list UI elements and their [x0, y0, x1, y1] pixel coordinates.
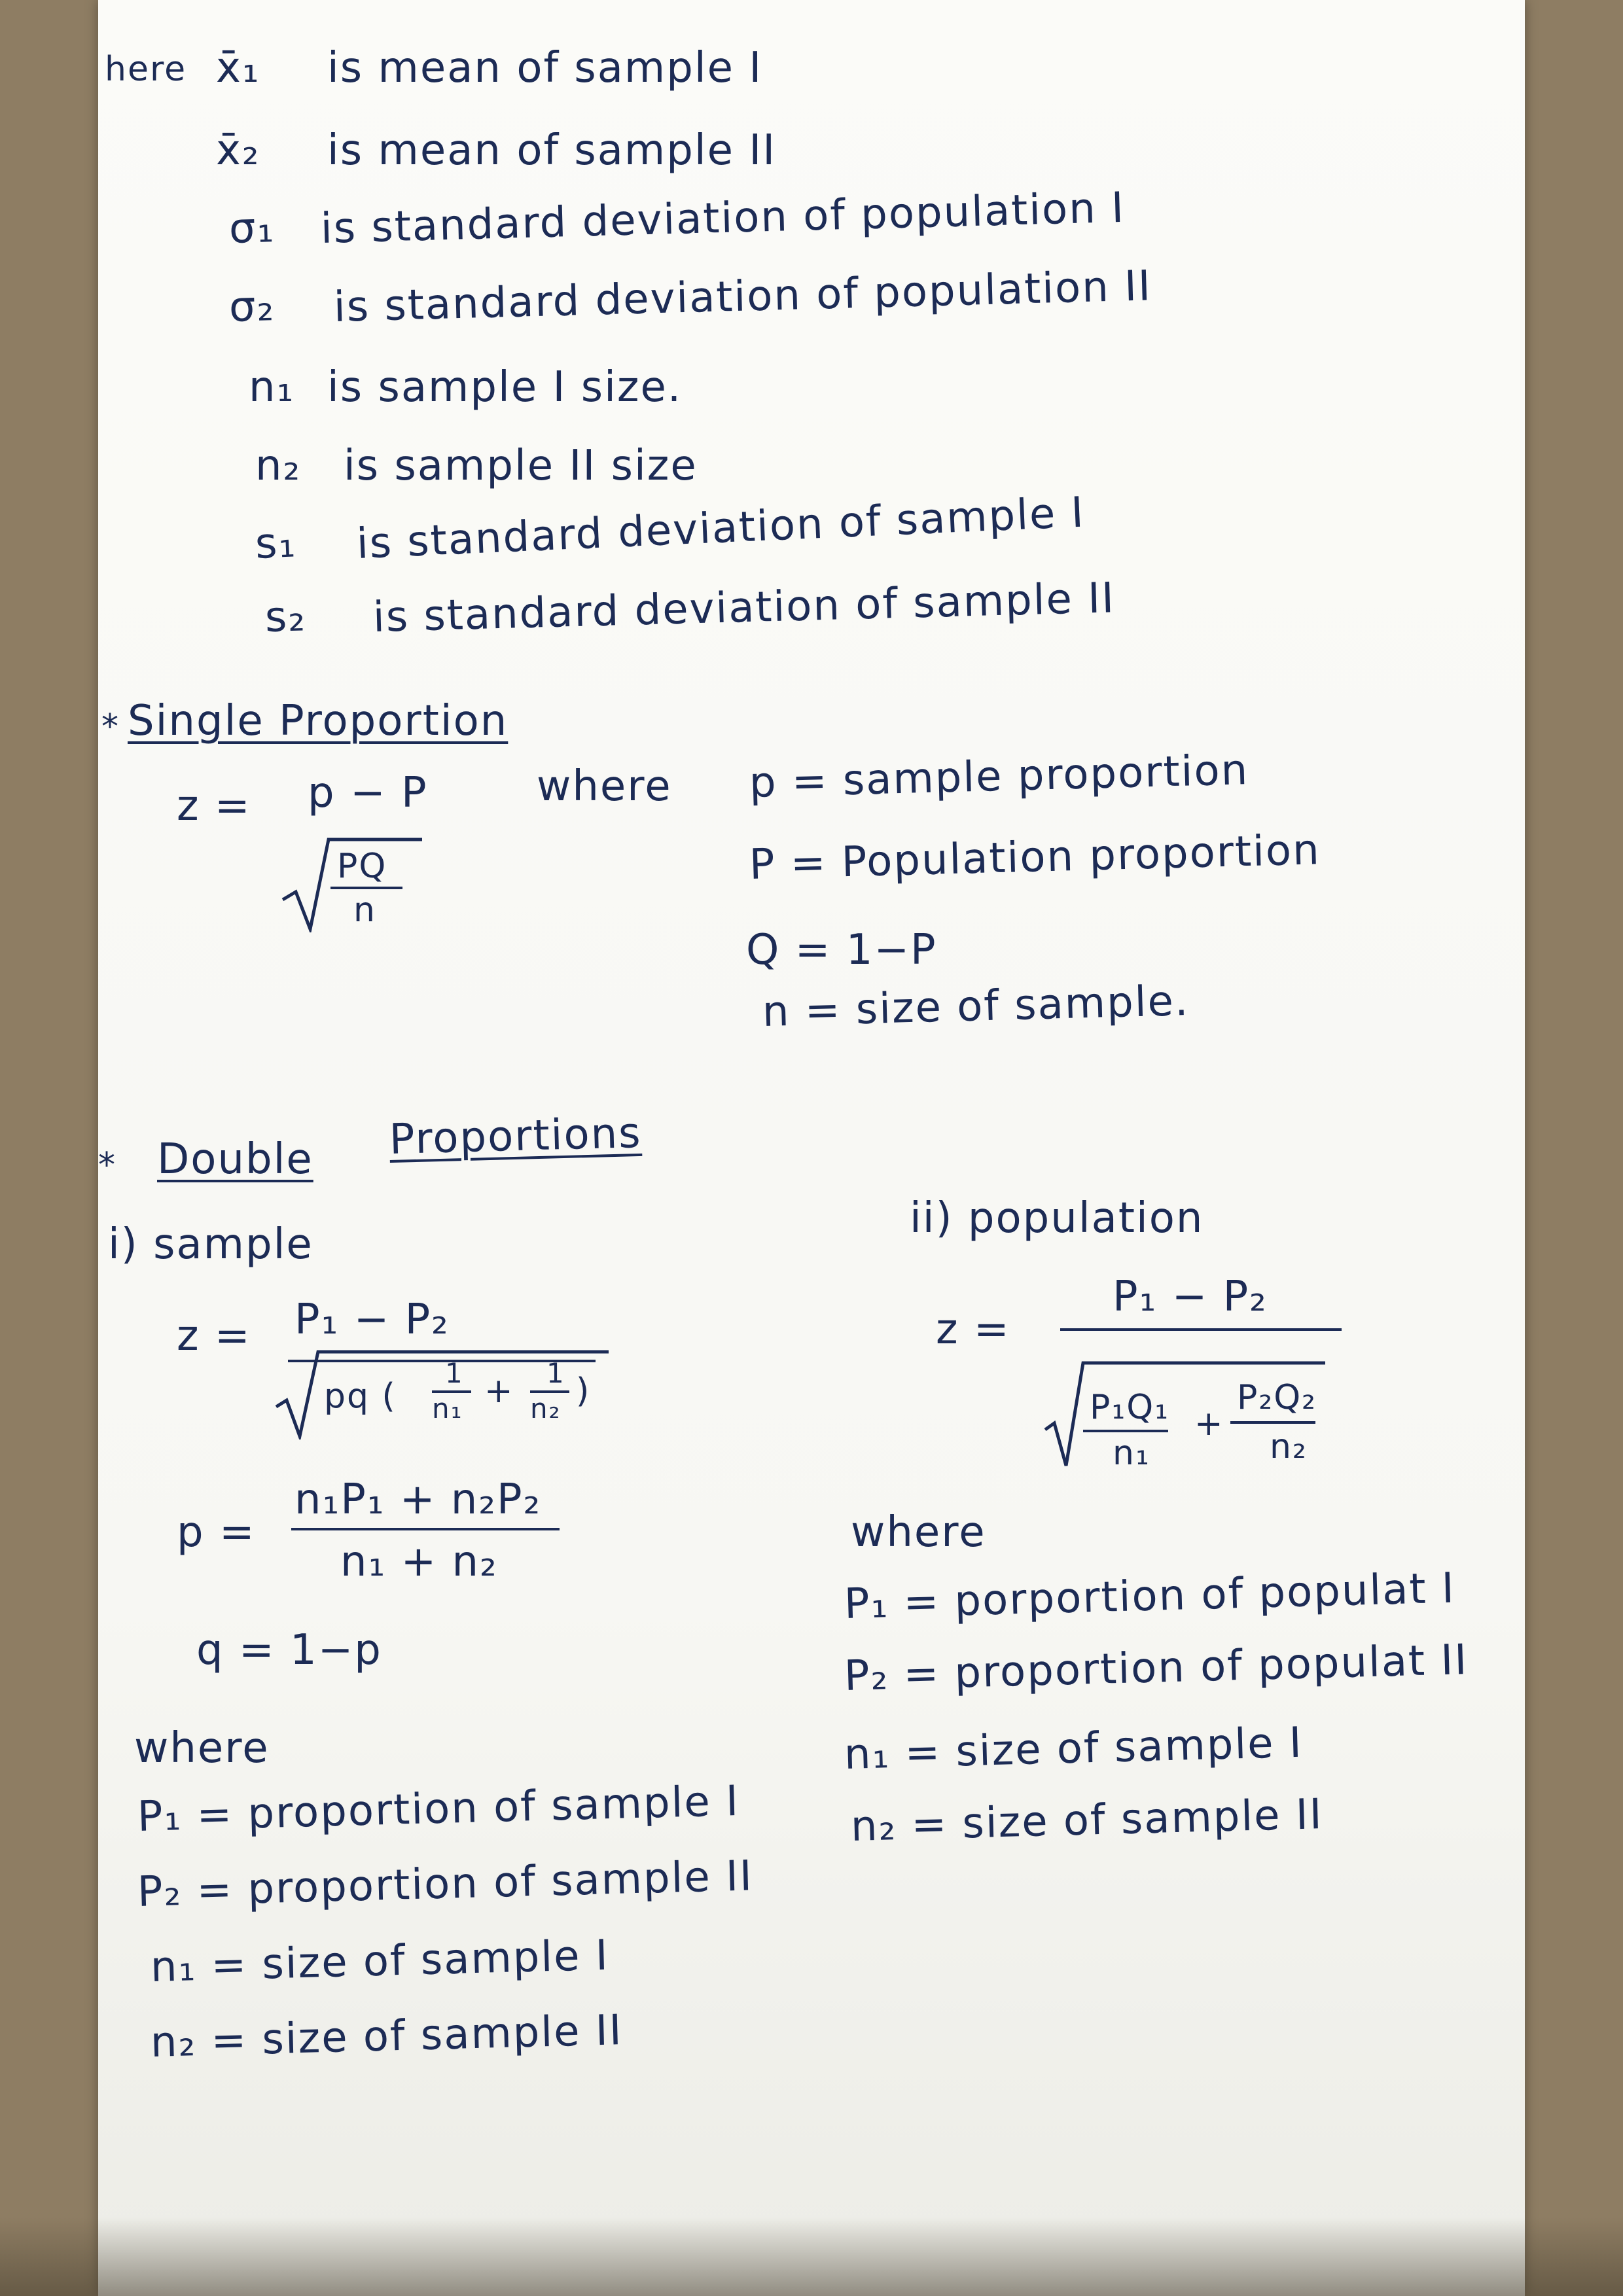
- population-label: ii) population: [910, 1194, 1204, 1243]
- definition-symbol: s₁: [254, 518, 298, 569]
- definition-text: is standard deviation of population I: [320, 183, 1126, 253]
- frac-bar: [1230, 1421, 1315, 1424]
- where-label: where: [134, 1724, 270, 1773]
- sample-def: n₂ = size of sample II: [150, 2006, 624, 2067]
- term-den: n₂: [1270, 1427, 1308, 1466]
- root-denominator: n: [353, 891, 376, 930]
- single-def: n = size of sample.: [762, 976, 1190, 1036]
- definition-symbol: σ₂: [228, 282, 276, 332]
- term-den: n₁: [1113, 1434, 1150, 1473]
- definition-symbol: n₁: [249, 363, 295, 412]
- bullet-star: *: [98, 1146, 116, 1185]
- frac-num: 1: [445, 1357, 464, 1389]
- population-def: P₁ = porportion of populat I: [844, 1564, 1456, 1629]
- plus-sign: +: [1194, 1404, 1224, 1443]
- sample-label: i) sample: [108, 1220, 313, 1269]
- root-numerator: PQ: [337, 847, 387, 886]
- fraction-bar: [291, 1528, 560, 1530]
- single-def: P = Population proportion: [749, 826, 1321, 889]
- frac-den: n₁: [432, 1392, 463, 1424]
- formula-numerator: P₁ − P₂: [1113, 1273, 1268, 1321]
- formula-lhs: z =: [936, 1305, 1010, 1354]
- formula-lhs: z =: [177, 1312, 251, 1360]
- section-heading-part: Double: [157, 1135, 313, 1184]
- sample-def: P₁ = proportion of sample I: [137, 1776, 740, 1841]
- population-def: n₁ = size of sample I: [844, 1718, 1304, 1779]
- definition-text: is standard deviation of sample I: [355, 488, 1086, 569]
- root-close: ): [576, 1371, 591, 1411]
- definition-text: is sample I size.: [327, 363, 683, 412]
- population-def: P₂ = proportion of populat II: [844, 1636, 1469, 1701]
- definition-symbol: σ₁: [228, 203, 276, 253]
- sample-def: P₂ = proportion of sample II: [137, 1852, 754, 1916]
- formula-numerator: p − P: [308, 769, 428, 817]
- frac-bar: [1083, 1430, 1168, 1432]
- term-num: P₁Q₁: [1090, 1388, 1169, 1427]
- p-denominator: n₁ + n₂: [340, 1538, 498, 1586]
- definition-text: is standard deviation of sample II: [372, 574, 1116, 642]
- fraction-bar: [1060, 1328, 1342, 1331]
- sample-def: n₁ = size of sample I: [150, 1931, 610, 1992]
- section-heading: Single Proportion: [128, 697, 508, 745]
- term-num: P₂Q₂: [1237, 1378, 1317, 1417]
- definition-text: is sample II size: [344, 442, 698, 490]
- definition-text: is mean of sample I: [327, 44, 763, 92]
- section-heading-part: Proportions: [389, 1108, 643, 1164]
- definition-text: is standard deviation of population II: [333, 262, 1152, 332]
- q-equation: q = 1−p: [196, 1626, 382, 1674]
- page-shadow: [0, 2217, 1623, 2296]
- root-fraction-bar: [330, 887, 402, 889]
- definition-symbol: x̄₂: [216, 126, 260, 175]
- definition-symbol: s₂: [264, 592, 307, 642]
- population-def: n₂ = size of sample II: [850, 1790, 1324, 1851]
- single-def: p = sample proportion: [749, 746, 1250, 807]
- where-label: where: [537, 762, 672, 811]
- plus-sign: +: [484, 1371, 514, 1411]
- formula-numerator: P₁ − P₂: [294, 1296, 450, 1344]
- p-numerator: n₁P₁ + n₂P₂: [294, 1475, 542, 1524]
- definition-symbol: n₂: [255, 442, 302, 490]
- frac-num: 1: [546, 1357, 565, 1389]
- definition-text: is mean of sample II: [327, 126, 777, 175]
- p-lhs: p =: [177, 1508, 256, 1557]
- here-word: here: [105, 50, 187, 89]
- single-def: Q = 1−P: [746, 926, 937, 974]
- formula-lhs: z =: [177, 782, 251, 830]
- where-label: where: [851, 1508, 986, 1557]
- root-term: pq (: [324, 1377, 397, 1416]
- definition-symbol: x̄₁: [216, 44, 260, 92]
- bullet-star: *: [101, 707, 120, 747]
- frac-den: n₂: [530, 1392, 562, 1424]
